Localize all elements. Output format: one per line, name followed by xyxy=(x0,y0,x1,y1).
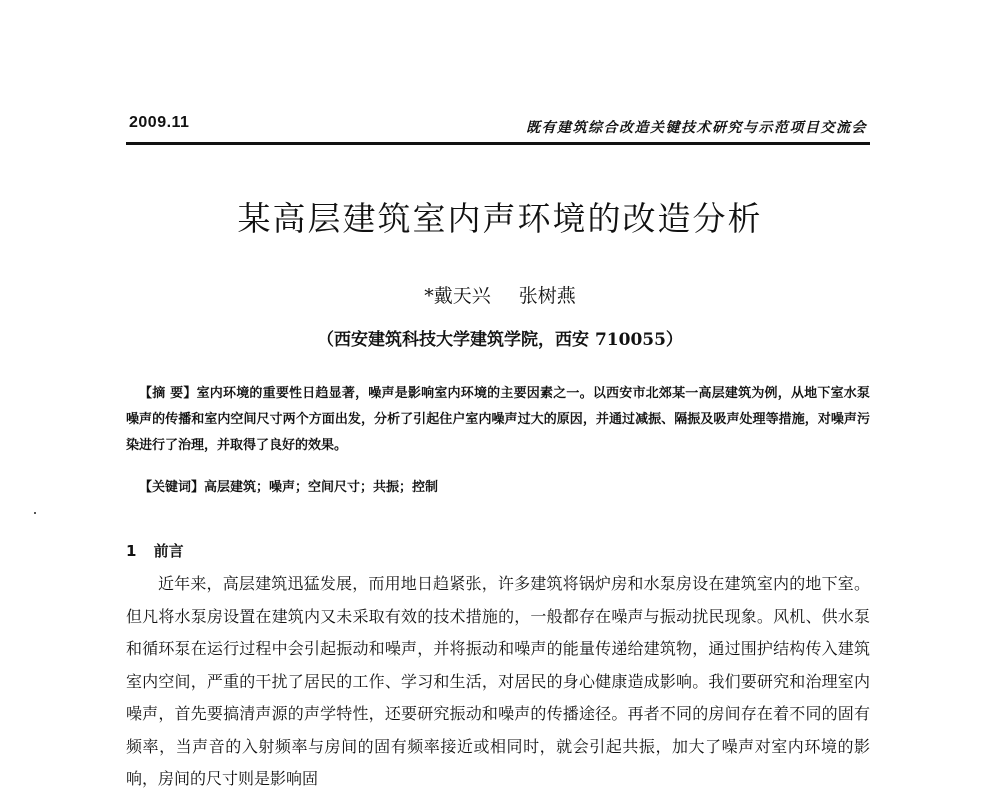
author-affiliation: （西安建筑科技大学建筑学院，西安 710055） xyxy=(317,330,683,350)
keywords-label: 【关键词】 xyxy=(139,480,205,495)
abstract-text: 室内环境的重要性日趋显著，噪声是影响室内环境的主要因素之一。以西安市北郊某一高层建筑为例，从地下室水泵噪声的传播和室内空间尺寸两个方面出发，分析了引起住户室内噪声过大的原因，并通过减振、隔振及吸声处理等措施，对噪声污染进行了治理，并取得了良好的效果。 xyxy=(126,386,870,453)
keywords-text: 高层建筑；噪声；空间尺寸；共振；控制 xyxy=(204,480,439,495)
paper-title: 某高层建筑室内声环境的改造分析 xyxy=(237,199,763,238)
paper-authors: *戴天兴 张树燕 xyxy=(424,285,576,307)
conference-name: 既有建筑综合改造关键技术研究与示范项目交流会 xyxy=(526,120,867,136)
abstract xyxy=(126,381,870,459)
abstract-label: 【摘 要】 xyxy=(139,386,197,401)
section-body: 近年来，高层建筑迅猛发展，而用地日趋紧张，许多建筑将锅炉房和水泵房设在建筑室内的地下室。但凡将水泵房设置在建筑内又未采取有效的技术措施的，一般都存在噪声与振动扰民现象。风机、供水泵和循环泵在运行过程中会引起振动和噪声，并将振动和噪声的能量传递给建筑物，通过围护结构传入建筑室内空间，严重的干扰了居民的工作、学习和生活，对居民的身心健康造成影响。我们要研究和治理室内噪声，首先要搞清声源的声学特性，还要研究振动和噪声的传播途径。再者不同的房间存在着不同的固有频率，当声音的入射频率与房间的固有频率接近或相同时，就会引起共振，加大了噪声对室内环境的影响，房间的尺寸则是影响固 xyxy=(126,574,870,788)
issue-date: 2009.11 xyxy=(129,114,190,131)
section-heading: 1 前言 xyxy=(126,542,184,560)
header-divider xyxy=(126,142,870,145)
keywords xyxy=(126,476,870,495)
scan-speck xyxy=(34,512,36,514)
